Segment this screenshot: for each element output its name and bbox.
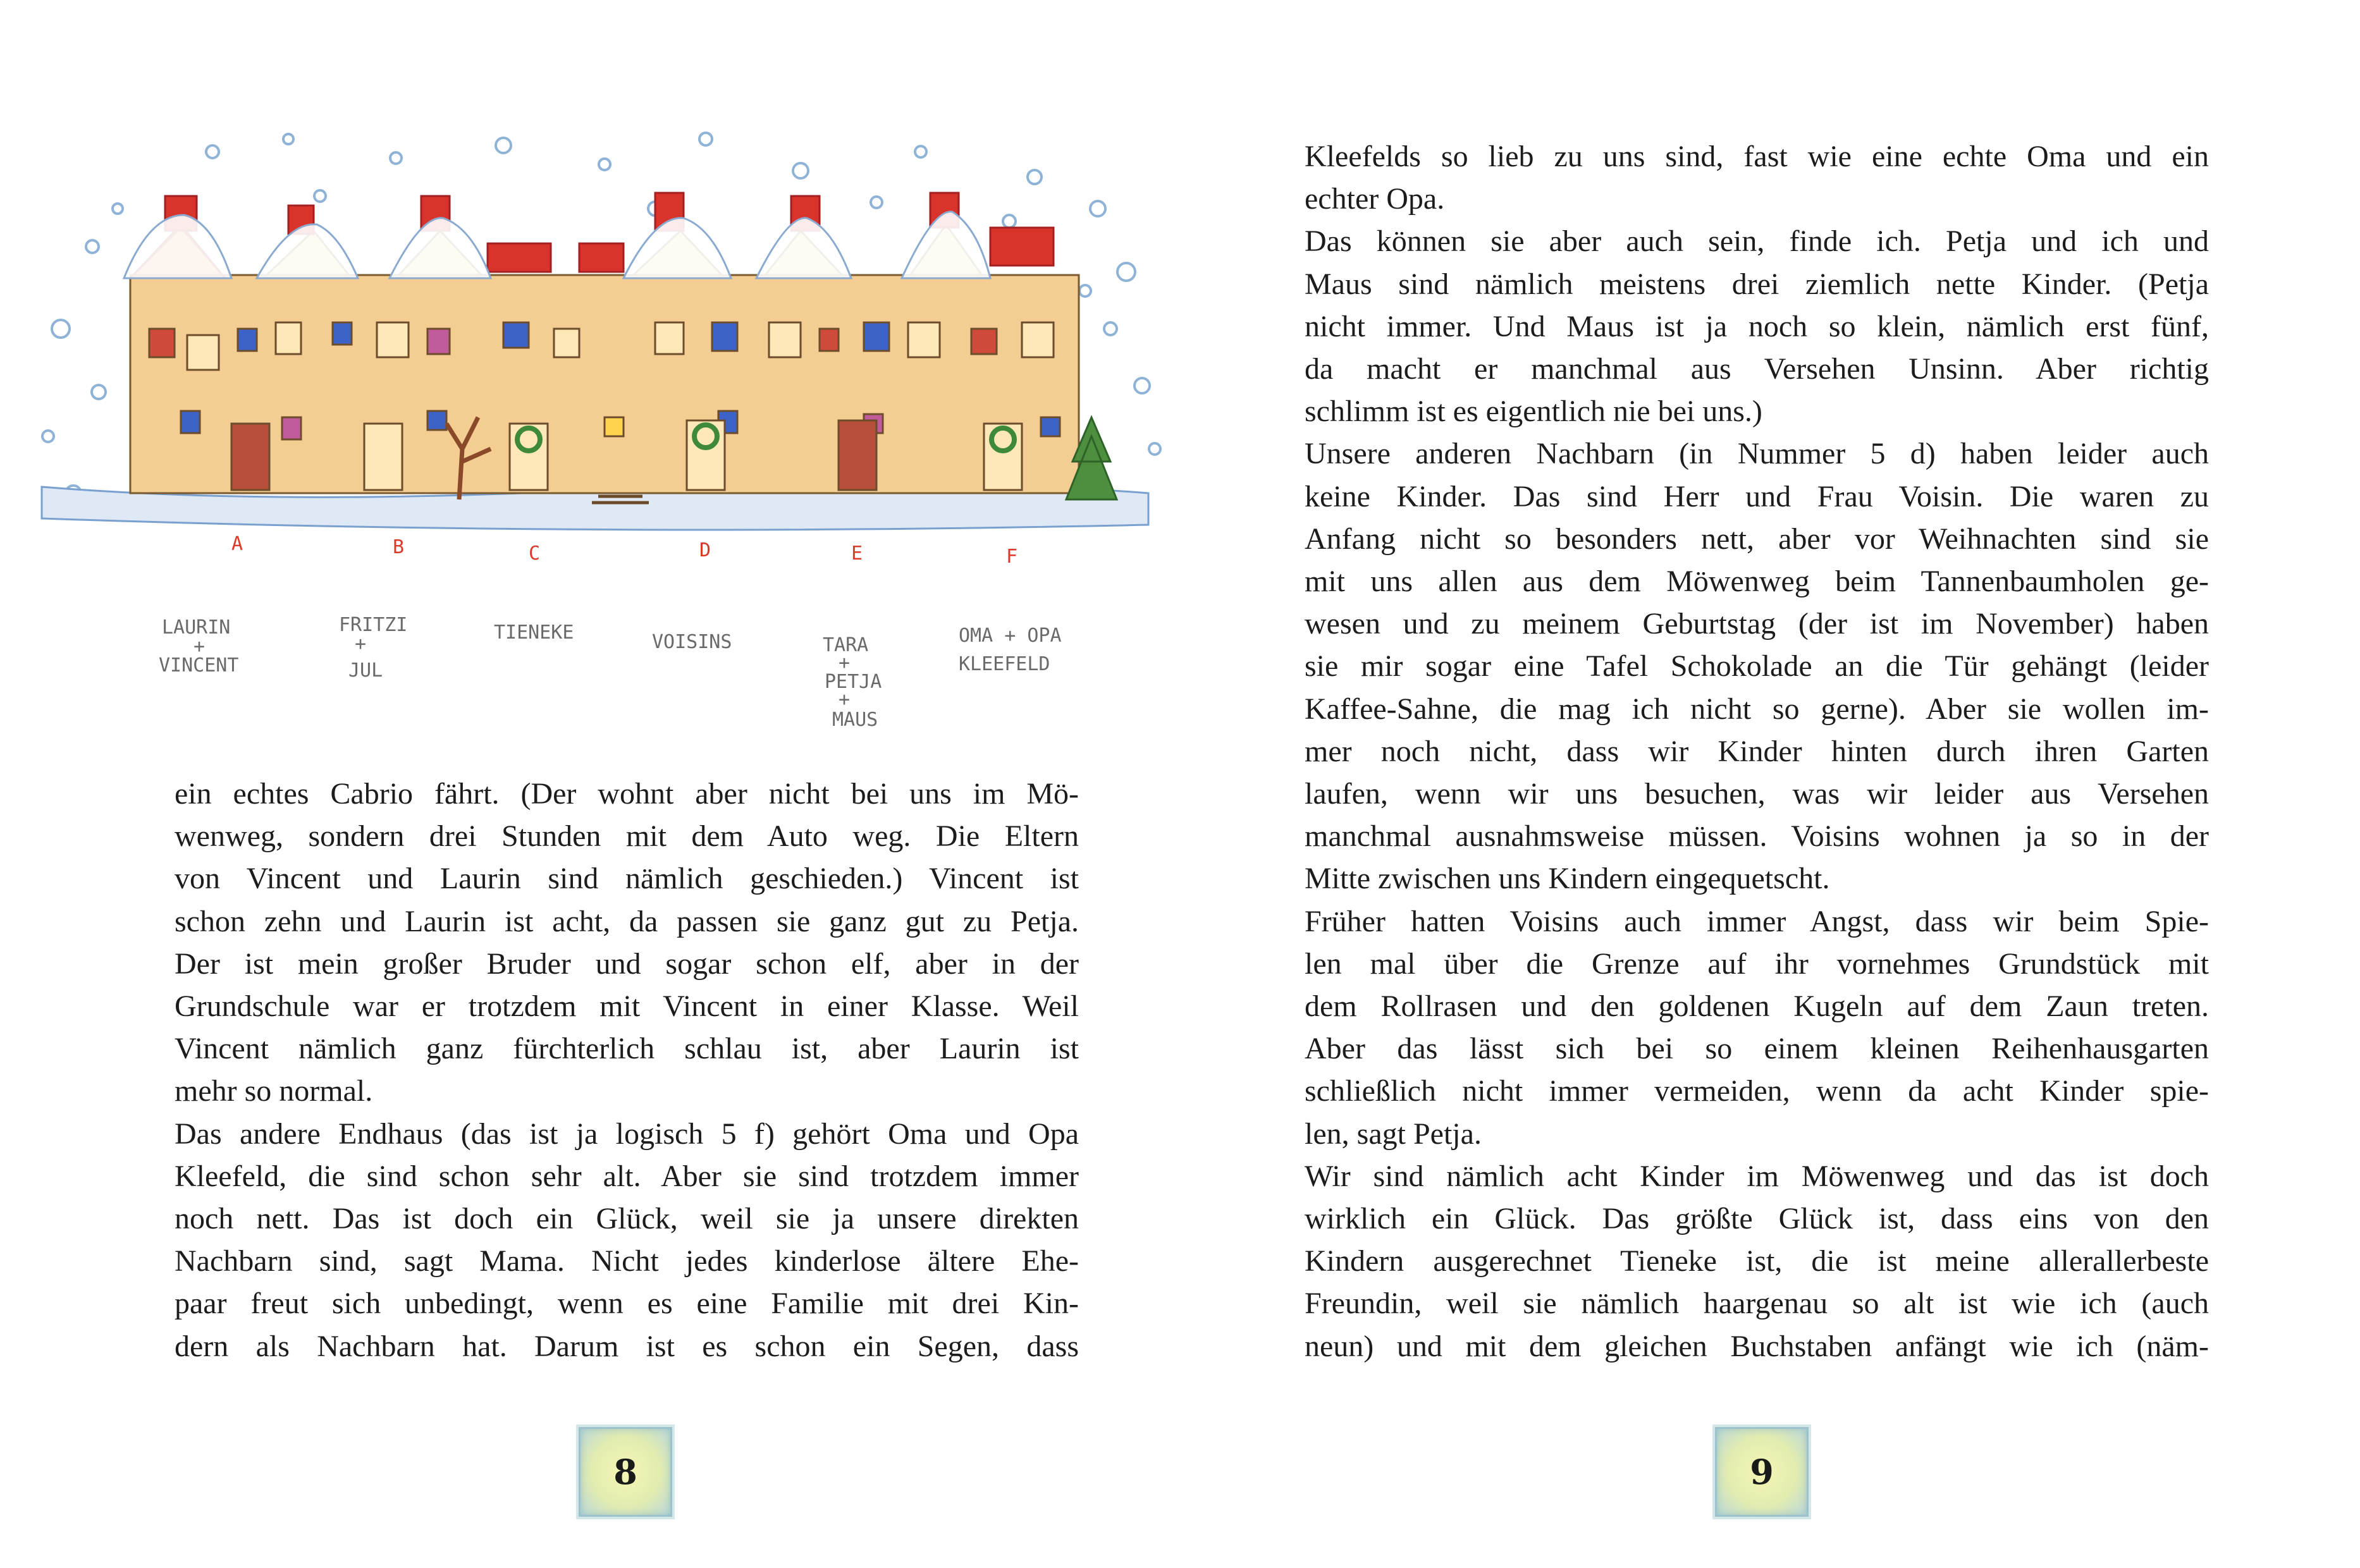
text-line: Wir sind nämlich acht Kinder im Möwenweg und das ist doch (1305, 1159, 2209, 1193)
text-line: dem Rollrasen und den goldenen Kugeln auf dem Zaun treten. (1305, 989, 2209, 1024)
text-line: Kleefelds so lieb zu uns sind, fast wie eine echte Oma und ein (1305, 140, 2209, 173)
text-line: dern als Nachbarn hat. Darum ist es schon ein Segen, dass (175, 1329, 1079, 1363)
text-line: wenweg, sondern drei Stunden mit dem Auto weg. Die Eltern (175, 819, 1079, 854)
label-oma-opa: OMA + OPA (959, 625, 1062, 647)
text-line: paar freut sich unbedingt, wenn es eine Familie mit drei Kin- (175, 1287, 1079, 1321)
text-line: len mal über die Grenze auf ihr vornehmes Grundstück mit (1305, 946, 2209, 981)
text-line: Grundschule war er trotzdem mit Vincent in einer Klasse. Weil (175, 989, 1079, 1024)
text-line: Das andere Endhaus (das ist ja logisch 5 f) gehört Oma und Opa (175, 1117, 1079, 1151)
label-vincent: VINCENT (159, 654, 239, 677)
text-line: Unsere anderen Nachbarn (in Nummer 5 d) haben leider auch (1305, 437, 2209, 471)
text-line: mit uns allen aus dem Möwenweg beim Tannenbaumholen ge- (1305, 565, 2209, 599)
house-letter-b: B (393, 536, 405, 558)
page-number-left: 8 (579, 1427, 672, 1517)
label-plus: + (839, 689, 851, 711)
text-line: schließlich nicht immer vermeiden, wenn da acht Kinder spie- (1305, 1074, 2209, 1108)
right-page-text (1305, 135, 2209, 1368)
label-plus: + (839, 652, 851, 674)
label-petja: PETJA (825, 671, 882, 693)
text-line: echter Opa. (1305, 182, 1445, 216)
label-maus: MAUS (832, 709, 878, 731)
house-letter-a: A (231, 533, 243, 555)
label-laurin: LAURIN (162, 616, 231, 639)
text-line: Kaffee-Sahne, die mag ich nicht so gerne). Aber sie wollen im- (1305, 692, 2209, 726)
text-line: mer noch nicht, dass wir Kinder hinten durch ihren Garten (1305, 734, 2209, 768)
text-line: sie mir sogar eine Tafel Schokolade an die Tür gehängt (leider (1305, 649, 2209, 683)
page-number-right: 9 (1715, 1427, 1809, 1517)
text-line: Mitte zwischen uns Kindern eingequetscht. (1305, 862, 1830, 896)
text-line: nicht immer. Und Maus ist ja noch so klein, nämlich erst fünf, (1305, 309, 2209, 343)
label-kleefeld: KLEEFELD (959, 653, 1050, 675)
label-fritzi: FRITZI (339, 614, 408, 636)
text-line: Der ist mein großer Bruder und sogar schon elf, aber in der (175, 946, 1079, 981)
text-line: Nachbarn sind, sagt Mama. Nicht jedes kinderlose ältere Ehe- (175, 1244, 1079, 1278)
text-line: schon zehn und Laurin ist acht, da passen sie ganz gut zu Petja. (175, 904, 1079, 938)
text-line: mehr so normal. (175, 1074, 373, 1108)
label-tieneke: TIENEKE (494, 622, 574, 644)
row-houses-illustration (23, 120, 1174, 752)
text-line: Das können sie aber auch sein, finde ich. Petja und ich und (1305, 224, 2209, 259)
left-page-text (175, 773, 1079, 1368)
label-plus: + (355, 633, 367, 655)
text-line: manchmal ausnahmsweise müssen. Voisins wohnen ja so in der (1305, 819, 2209, 854)
text-line: keine Kinder. Das sind Herr und Frau Voisin. Die waren zu (1305, 479, 2209, 513)
house-letter-c: C (529, 542, 541, 565)
text-line: von Vincent und Laurin sind nämlich geschieden.) Vincent ist (175, 862, 1079, 896)
text-line: Früher hatten Voisins auch immer Angst, dass wir beim Spie- (1305, 904, 2209, 938)
label-tara: TARA (823, 634, 869, 656)
house-letter-e: E (851, 542, 863, 565)
text-line: Kindern ausgerechnet Tieneke ist, die ist meine allerallerbeste (1305, 1244, 2209, 1278)
text-line: ein echtes Cabrio fährt. (Der wohnt aber nicht bei uns im Mö- (175, 777, 1079, 811)
text-line: Vincent nämlich ganz fürchterlich schlau ist, aber Laurin ist (175, 1032, 1079, 1066)
text-line: len, sagt Petja. (1305, 1117, 1482, 1151)
text-line: Freundin, weil sie nämlich haargenau so alt ist wie ich (auch (1305, 1287, 2209, 1321)
text-line: Anfang nicht so besonders nett, aber vor Weihnachten sind sie (1305, 522, 2209, 556)
label-voisins: VOISINS (652, 631, 732, 653)
house-letter-d: D (699, 539, 711, 561)
text-line: neun) und mit dem gleichen Buchstaben anfängt wie ich (näm- (1305, 1329, 2209, 1363)
label-jul: JUL (348, 659, 383, 682)
house-letter-f: F (1006, 546, 1018, 568)
text-line: schlimm ist es eigentlich nie bei uns.) (1305, 395, 1762, 429)
text-line: Kleefeld, die sind schon sehr alt. Aber sie sind trotzdem immer (175, 1159, 1079, 1193)
text-line: Aber das lässt sich bei so einem kleinen Reihenhausgarten (1305, 1032, 2209, 1066)
text-line: Maus sind nämlich meistens drei ziemlich nette Kinder. (Petja (1305, 267, 2209, 301)
text-line: noch nett. Das ist doch ein Glück, weil sie ja unsere direkten (175, 1202, 1079, 1236)
text-line: wirklich ein Glück. Das größte Glück ist, dass eins von den (1305, 1202, 2209, 1236)
label-plus: + (194, 635, 206, 658)
text-line: laufen, wenn wir uns besuchen, was wir leider aus Versehen (1305, 777, 2209, 811)
text-line: da macht er manchmal aus Versehen Unsinn. Aber richtig (1305, 352, 2209, 386)
text-line: wesen und zu meinem Geburtstag (der ist im November) haben (1305, 607, 2209, 641)
